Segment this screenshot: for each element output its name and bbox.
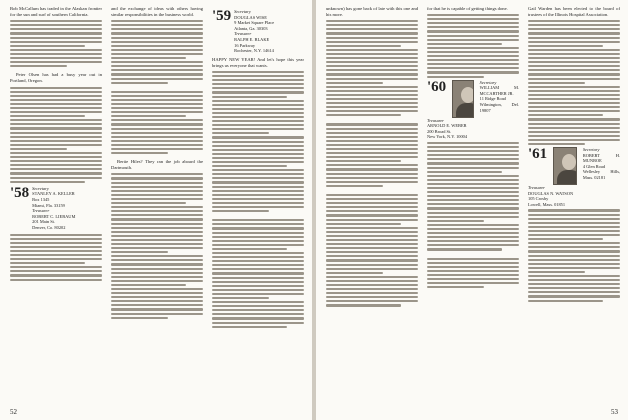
left-column-2 [111, 6, 203, 402]
treasurer-label: Treasurer [32, 208, 50, 214]
class-secretary-box-60 [427, 80, 519, 118]
class-year: '58 [10, 184, 30, 201]
secretary-block [480, 80, 519, 114]
secretary-portrait-photo [553, 147, 577, 185]
left-page [0, 0, 312, 420]
class-note-paragraph: Peter Olsen has had a busy year out in Portland, Oregon. [10, 72, 102, 84]
secretary-label: Secretary [479, 79, 497, 85]
secretary-label: Secretary [234, 9, 251, 14]
secretary-address-line: 4 Glen Road [582, 163, 606, 169]
right-column-2 [427, 6, 519, 402]
treasurer-label: Treasurer [528, 185, 545, 191]
treasurer-label: Treasurer [427, 117, 444, 123]
class-secretary-box-61 [528, 147, 620, 185]
right-column-3 [528, 6, 620, 402]
secretary-address-line: Wellesley Hills, Mass. 02181 [582, 169, 620, 181]
secretary-address-line: 9 Market Square Place [234, 20, 275, 26]
secretary-address-line: Atlanta, Ga. 30303 [234, 25, 268, 31]
treasurer-block [427, 118, 519, 140]
secretary-name: DOUGLAS WISE [234, 14, 267, 20]
class-note-paragraph: Bertie Hiles? They ran the job aboard the Dartmouth. [111, 159, 203, 171]
class-secretary-box-59 [212, 9, 304, 54]
class-note-paragraph: Bob McCallum has traded in the Alaskan frontier for the sun and surf of southern California. [10, 6, 102, 18]
class-note-paragraph: HAPPY NEW YEAR! And let's hope this year brings us everyone that wants. [212, 56, 304, 68]
secretary-label: Secretary [32, 185, 49, 191]
treasurer-address-line: 105 Crosby [528, 196, 549, 202]
treasurer-name: RALPH E. BLAKE [234, 36, 270, 42]
secretary-address-line: Wilmington, Del. 19807 [479, 101, 519, 113]
treasurer-block [528, 185, 620, 207]
right-column-1 [326, 6, 418, 402]
secretary-block [234, 9, 274, 54]
secretary-address-line: 11 Ridge Road [479, 96, 506, 102]
page-number: 53 [611, 408, 618, 416]
class-year: '61 [528, 146, 548, 163]
secretary-address-line: Miami, Fla. 33159 [32, 202, 65, 208]
treasurer-address-line: Rochester, N.Y. 14614 [234, 48, 274, 54]
right-page [316, 0, 628, 420]
secretary-name: ROBERT H. MUNROE [582, 152, 620, 164]
treasurer-address-line: 200 Broad St. [427, 128, 452, 134]
page-number: 52 [10, 408, 17, 416]
treasurer-name: ROBERT C. LIEBAUM [32, 213, 76, 219]
secretary-block [583, 147, 620, 181]
class-year: '60 [427, 78, 447, 95]
treasurer-address-line: Denver, Co. 80202 [32, 224, 66, 230]
left-column-1 [10, 6, 102, 402]
treasurer-name: ARNOLD E. WEBER [427, 123, 467, 129]
left-column-3 [212, 6, 304, 402]
secretary-portrait-photo [452, 80, 473, 118]
secretary-name: WILLIAM M. MCCARTHER JR. [479, 85, 519, 96]
treasurer-name: DOUGLAS N. WATSON [528, 190, 574, 196]
secretary-label: Secretary [582, 147, 600, 153]
secretary-block [32, 186, 75, 231]
class-secretary-box-58 [10, 186, 102, 231]
class-note-paragraph: Gail Warden has been elected to the board of trustees of the Illinois Hospital Association. [528, 6, 620, 18]
class-year: '59 [212, 8, 232, 24]
treasurer-address-line: 16 Parkway [234, 42, 256, 48]
treasurer-address-line: 201 Main St. [32, 219, 55, 225]
treasurer-address-line: New York, N.Y. 10004 [427, 134, 468, 140]
class-note-paragraph: for that he is capable of getting things done. [427, 6, 508, 11]
secretary-address-line: Box 1345 [32, 196, 50, 202]
secretary-name: STANLEY A. KELLER [32, 191, 75, 197]
class-note-paragraph: and the exchange of ideas with others having similar responsibilities in the business world. [111, 6, 203, 18]
treasurer-label: Treasurer [234, 31, 252, 37]
class-note-paragraph: unknown) has gone back of late with this one and his more. [326, 6, 418, 18]
treasurer-address-line: Lowell, Mass. 01851 [528, 201, 566, 207]
